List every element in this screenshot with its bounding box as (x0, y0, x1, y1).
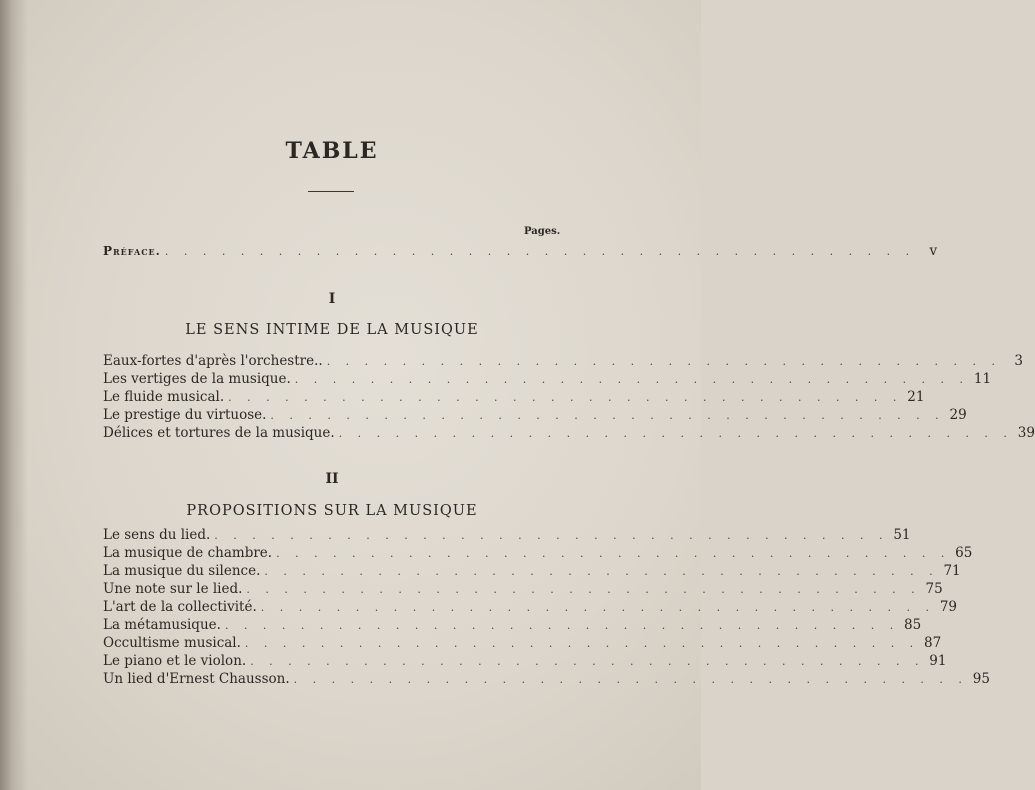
toc-entry (103, 407, 967, 424)
section-title: PROPOSITIONS SUR LA MUSIQUE (186, 503, 478, 519)
toc-entry (103, 563, 961, 580)
toc-entry (103, 635, 942, 652)
section-title: LE SENS INTIME DE LA MUSIQUE (185, 322, 479, 338)
entry-label: Le sens du lied. (103, 527, 211, 543)
entry-page: 85 (904, 617, 922, 633)
entry-page: 95 (972, 671, 990, 687)
dot-leader: . . . . . . . . . . . . . . . . . . . . . . . . . . . . . . . . . . . . (260, 601, 936, 614)
dot-leader: . . . . . . . . . . . . . . . . . . . . . . . . . . . . . . . . . . . . (270, 409, 945, 422)
entry-page: 51 (893, 527, 911, 543)
pages-column-label: Pages. (524, 226, 561, 237)
entry-page: 75 (925, 581, 943, 597)
spine-shadow (0, 0, 28, 790)
toc-entry (103, 671, 990, 688)
toc-entry (103, 599, 958, 616)
dot-leader: . . . . . . . . . . . . . . . . . . . . . . . . . . . . . . . . . . . . (250, 655, 925, 668)
entry-page: v (929, 243, 938, 259)
dot-leader: . . . . . . . . . . . . . . . . . . . . . . . . . . . . . . . . . . . . (214, 529, 889, 542)
dot-leader: . . . . . . . . . . . . . . . . . . . . . . . . . . . . . . . . . . . . (224, 619, 900, 632)
entry-label: L'art de la collectivité. (103, 599, 257, 615)
entry-page: 39 (1017, 425, 1035, 441)
toc-entry (103, 425, 1035, 442)
section-number: II (325, 471, 339, 487)
toc-entry (103, 353, 1023, 370)
entry-label: Le fluide musical. (103, 389, 225, 405)
dot-leader: . . . . . . . . . . . . . . . . . . . . . . . . . . . . . . . . . . . . (293, 673, 968, 686)
toc-entry-preface (103, 243, 938, 260)
toc-entry (103, 653, 947, 670)
entry-page: 29 (949, 407, 967, 423)
section-number: I (328, 291, 336, 307)
dot-leader: . . . . . . . . . . . . . . . . . . . . . . . . . . . . . . . . . . . . (326, 355, 1001, 368)
entry-page: 11 (973, 371, 992, 387)
entry-page: 71 (943, 563, 961, 579)
entry-label: Délices et tortures de la musique. (103, 425, 335, 441)
dot-leader: . . . . . . . . . . . . . . . . . . . . . . . . . . . . . . . . . . . . (244, 637, 920, 650)
toc-entry (103, 617, 922, 634)
toc-entry (103, 389, 925, 406)
entry-page: 3 (1014, 353, 1023, 369)
entry-label: Occultisme musical. (103, 635, 241, 651)
title-rule (308, 191, 354, 192)
toc-entry (103, 527, 911, 544)
entry-label: Le piano et le violon. (103, 653, 247, 669)
dot-leader: . . . . . . . . . . . . . . . . . . . . . . . . . . . . . . . . . . . . (276, 547, 951, 560)
page-title: TABLE (285, 138, 379, 164)
entry-page: 91 (929, 653, 947, 669)
entry-label: Les vertiges de la musique. (103, 371, 291, 387)
entry-label: Une note sur le lied. (103, 581, 243, 597)
toc-entry (103, 545, 973, 562)
entry-label: La musique du silence. (103, 563, 261, 579)
dot-leader: . . . . . . . . . . . . . . . . . . . . . . . . . . . . . . . . . . . . (294, 373, 970, 386)
entry-page: 79 (939, 599, 958, 615)
entry-page: 87 (924, 635, 942, 651)
toc-entry (103, 581, 943, 598)
entry-label: Préface. (103, 244, 161, 258)
dot-leader: . . . . . . . . . . . . . . . . . . . . . . . . . . . . . . . . . . . . (338, 427, 1013, 440)
entry-label: Le prestige du virtuose. (103, 407, 267, 423)
dot-leader: . . . . . . . . . . . . . . . . . . . . . . . . . . . . . . . . . . . . (228, 391, 903, 404)
entry-label: Un lied d'Ernest Chausson. (103, 671, 290, 687)
entry-label: Eaux-fortes d'après l'orchestre.. (103, 353, 323, 369)
entry-page: 21 (907, 389, 925, 405)
entry-label: La musique de chambre. (103, 545, 273, 561)
entry-label: La métamusique. (103, 617, 221, 633)
dot-leader: . . . . . . . . . . . . . . . . . . . . . . . . . . . . . . . . . . . . (264, 565, 939, 578)
dot-leader: . . . . . . . . . . . . . . . . . . . . . . . . . . . . . . . . . . . . . . . . (164, 245, 916, 258)
entry-page: 65 (955, 545, 973, 561)
toc-entry (103, 371, 992, 388)
dot-leader: . . . . . . . . . . . . . . . . . . . . . . . . . . . . . . . . . . . . (246, 583, 921, 596)
